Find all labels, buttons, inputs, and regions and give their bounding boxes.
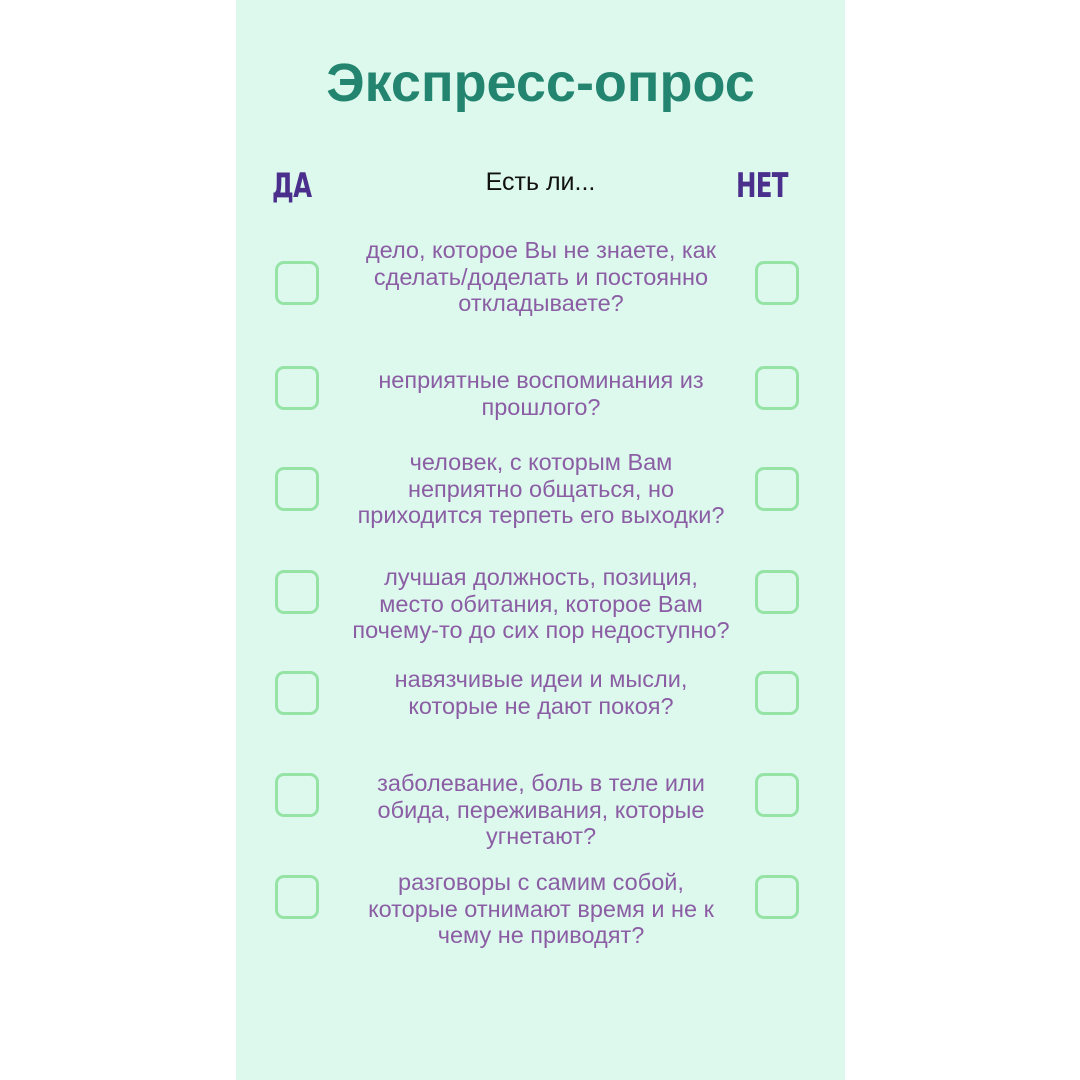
survey-prompt: Есть ли... — [485, 168, 596, 196]
yes-checkbox[interactable] — [275, 467, 319, 511]
yes-checkbox[interactable] — [275, 366, 319, 410]
no-checkbox[interactable] — [755, 773, 799, 817]
question-text: дело, которое Вы не знаете, как сделать/доделать и постоянно откладываете? — [365, 237, 717, 316]
no-checkbox[interactable] — [755, 366, 799, 410]
question-text: навязчивые идеи и мысли, которые не дают покоя? — [394, 666, 688, 719]
no-checkbox[interactable] — [755, 570, 799, 614]
question-text: человек, с которым Вам неприятно общаться, но приходится терпеть его выходки? — [357, 449, 725, 528]
no-column-label: НЕТ — [736, 166, 788, 206]
survey-card — [236, 0, 845, 1080]
no-checkbox[interactable] — [755, 467, 799, 511]
yes-checkbox[interactable] — [275, 261, 319, 305]
yes-checkbox[interactable] — [275, 875, 319, 919]
question-text: неприятные воспоминания из прошлого? — [378, 367, 704, 420]
yes-checkbox[interactable] — [275, 773, 319, 817]
yes-checkbox[interactable] — [275, 671, 319, 715]
question-text: лучшая должность, позиция, место обитания, которое Вам почему-то до сих пор недоступно? — [352, 564, 730, 643]
no-checkbox[interactable] — [755, 875, 799, 919]
question-text: разговоры с самим собой, которые отнимают время и не к чему не приводят? — [368, 869, 714, 948]
question-text: заболевание, боль в теле или обида, переживания, которые угнетают? — [377, 770, 705, 849]
survey-title: Экспресс-опрос — [326, 53, 755, 113]
no-checkbox[interactable] — [755, 671, 799, 715]
yes-checkbox[interactable] — [275, 570, 319, 614]
yes-column-label: ДА — [272, 166, 312, 206]
no-checkbox[interactable] — [755, 261, 799, 305]
